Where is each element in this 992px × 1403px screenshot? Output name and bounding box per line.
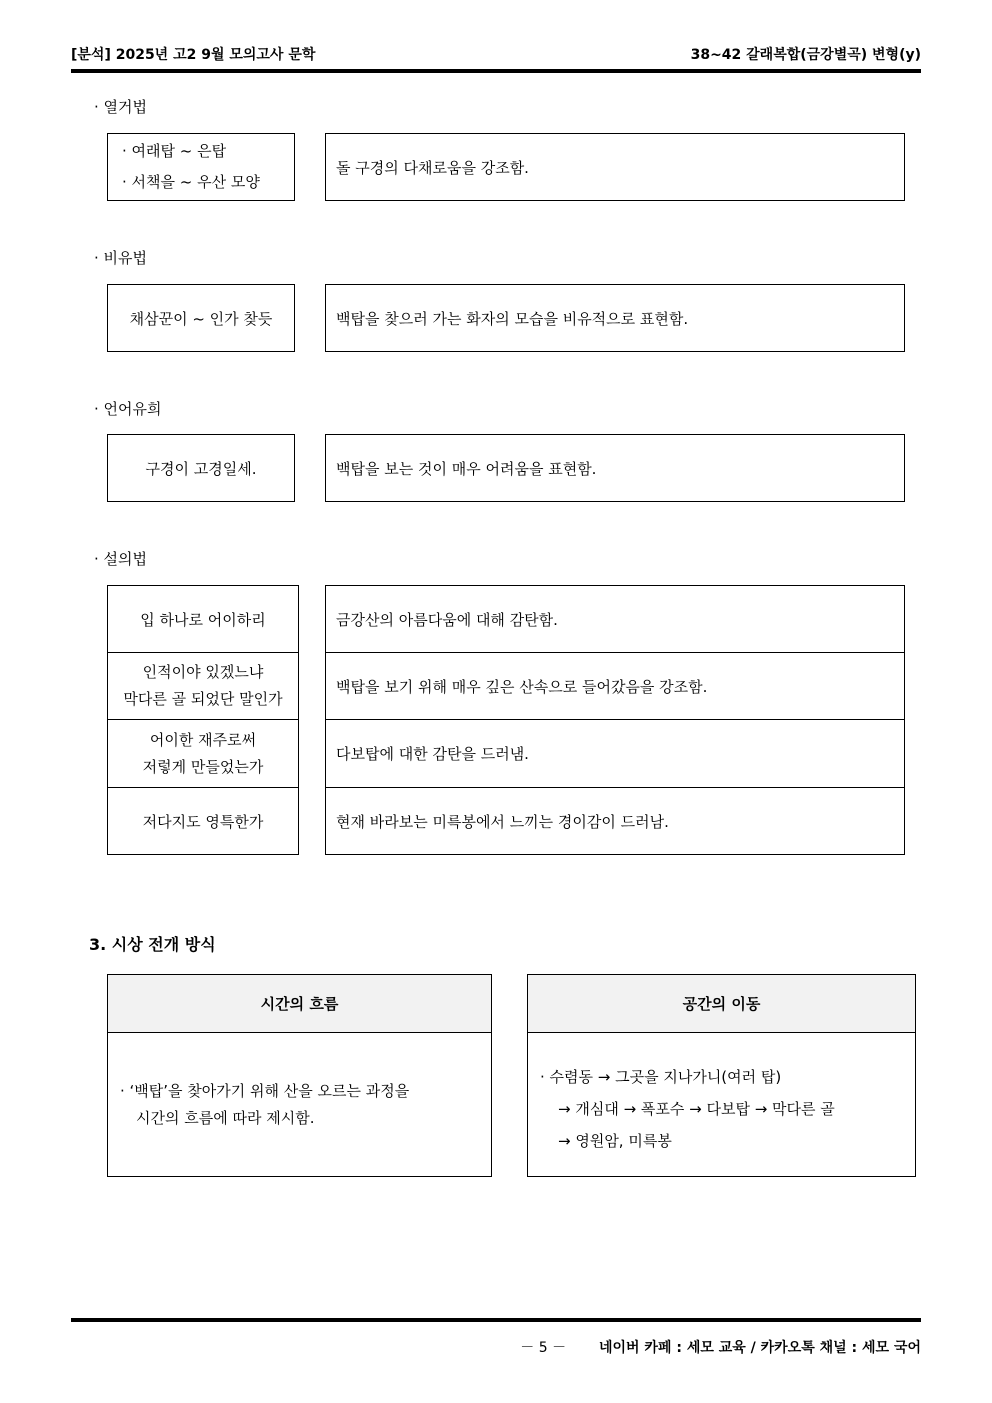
simile-label: · 비유법 bbox=[94, 249, 148, 267]
rhetorical-explanation: 다보탑에 대한 감탄을 드러냄. bbox=[336, 745, 529, 763]
rhetorical-example-line: 인적이야 있겠느냐 bbox=[142, 663, 264, 681]
rhetorical-explanation-box bbox=[325, 787, 905, 855]
enumeration-explanation-box bbox=[325, 133, 905, 201]
time-flow-header-label: 시간의 흐름 bbox=[260, 995, 339, 1013]
wordplay-explanation-box bbox=[325, 434, 905, 502]
space-move-line: · 수렴동 → 그곳을 지나가니(여러 탑) bbox=[540, 1068, 782, 1086]
rhetorical-explanation: 현재 바라보는 미륵봉에서 느끼는 경이감이 드러남. bbox=[336, 812, 669, 831]
section-title: 3. 시상 전개 방식 bbox=[89, 935, 216, 954]
simile-explanation: 백탑을 찾으러 가는 화자의 모습을 비유적으로 표현함. bbox=[336, 309, 689, 328]
wordplay-explanation: 백탑을 보는 것이 매우 어려움을 표현함. bbox=[336, 459, 597, 478]
space-move-content bbox=[527, 1032, 916, 1177]
wordplay-label: · 언어유희 bbox=[94, 400, 162, 418]
header-rule bbox=[71, 69, 921, 73]
rhetorical-example-line: 어이한 재주로써 bbox=[149, 730, 257, 749]
wordplay-example-box bbox=[107, 434, 295, 502]
rhetorical-example-box bbox=[107, 585, 299, 653]
space-move-line: → 영원암, 미륵봉 bbox=[558, 1132, 672, 1150]
rhetorical-example: 저다지도 영특한가 bbox=[142, 812, 264, 831]
enumeration-example-line: · 여래탑 ~ 은탑 bbox=[122, 142, 227, 160]
simile-example: 채삼꾼이 ~ 인가 찾듯 bbox=[129, 309, 273, 328]
rhetorical-example: 입 하나로 어이하리 bbox=[140, 610, 266, 629]
rhetorical-explanation: 금강산의 아름다움에 대해 감탄함. bbox=[336, 610, 558, 629]
header-subtitle: 38~42 갈래복합(금강별곡) 변형(y) bbox=[690, 47, 921, 63]
rhetorical-example-box bbox=[107, 719, 299, 788]
simile-explanation-box bbox=[325, 284, 905, 352]
rhetorical-example-box bbox=[107, 787, 299, 855]
enumeration-example-box bbox=[107, 133, 295, 201]
wordplay-example: 구경이 고경일세. bbox=[145, 459, 257, 478]
time-flow-content bbox=[107, 1032, 492, 1177]
space-move-header bbox=[527, 974, 916, 1033]
space-move-line: → 개심대 → 폭포수 → 다보탑 → 막다른 골 bbox=[558, 1100, 835, 1118]
footer-text: 네이버 카페 : 세모 교육 / 카카오톡 채널 : 세모 국어 bbox=[598, 1340, 921, 1356]
time-flow-line: 시간의 흐름에 따라 제시함. bbox=[136, 1108, 315, 1127]
rhetorical-explanation-box bbox=[325, 585, 905, 653]
page-footer bbox=[520, 1337, 921, 1357]
enumeration-explanation: 돌 구경의 다채로움을 강조함. bbox=[336, 158, 529, 177]
rhetorical-label: · 설의법 bbox=[94, 550, 148, 568]
time-flow-header bbox=[107, 974, 492, 1033]
page-header bbox=[71, 44, 921, 66]
enumeration-example-line: · 서책을 ~ 우산 모양 bbox=[122, 173, 260, 191]
page-number: － 5 － bbox=[520, 1340, 567, 1356]
space-move-header-label: 공간의 이동 bbox=[682, 995, 761, 1013]
simile-example-box bbox=[107, 284, 295, 352]
rhetorical-example-line: 저렇게 만들었는가 bbox=[142, 757, 264, 776]
rhetorical-explanation: 백탑을 보기 위해 매우 깊은 산속으로 들어갔음을 강조함. bbox=[336, 677, 708, 696]
header-title: [분석] 2025년 고2 9월 모의고사 문학 bbox=[71, 47, 316, 63]
rhetorical-explanation-box bbox=[325, 652, 905, 720]
enumeration-label: · 열거법 bbox=[94, 98, 148, 116]
footer-rule bbox=[71, 1318, 921, 1322]
rhetorical-explanation-box bbox=[325, 719, 905, 788]
rhetorical-example-box bbox=[107, 652, 299, 720]
rhetorical-example-line: 막다른 골 되었단 말인가 bbox=[123, 690, 283, 708]
time-flow-line: · ‘백탑’을 찾아가기 위해 산을 오르는 과정을 bbox=[120, 1081, 410, 1100]
